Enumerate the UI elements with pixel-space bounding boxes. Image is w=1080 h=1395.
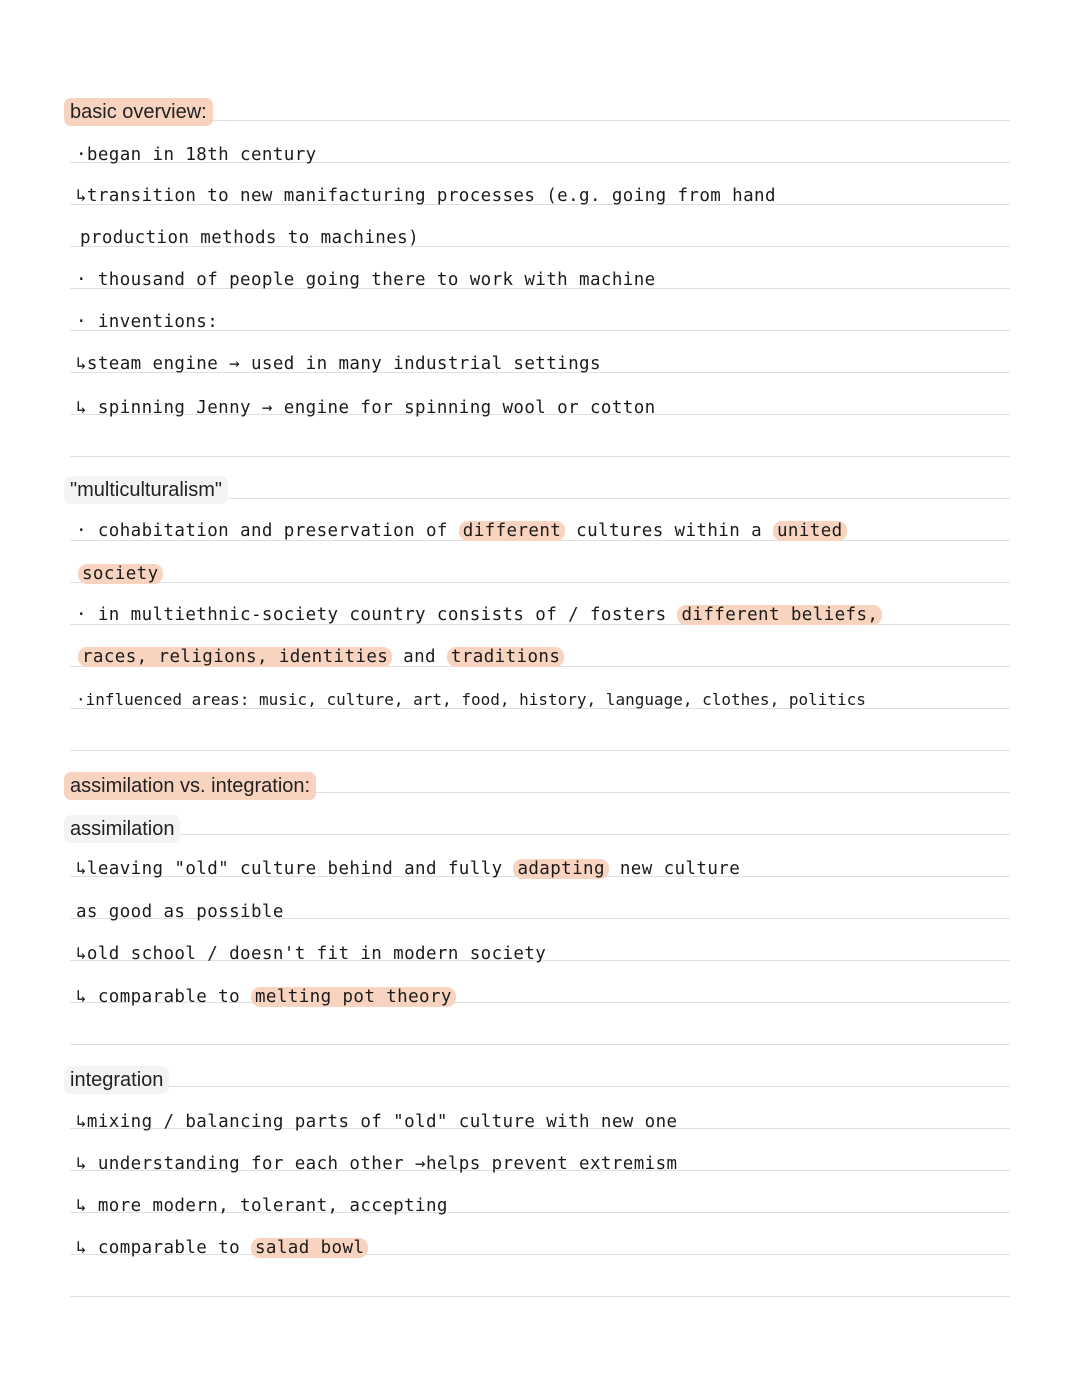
line-text: ↳leaving "old" culture behind and fully: [76, 859, 514, 879]
overview-line: · thousand of people going there to work with machine: [76, 270, 656, 290]
highlight: united: [773, 521, 847, 541]
rule-line: [70, 750, 1010, 751]
overview-line: ·began in 18th century: [76, 145, 317, 165]
multiculturalism-line: [78, 645, 564, 669]
comparison-heading: assimilation vs. integration:: [64, 772, 316, 800]
rule-line: [70, 834, 1010, 835]
assimilation-heading: assimilation: [64, 815, 180, 843]
multiculturalism-line: [78, 562, 163, 586]
multiculturalism-line: ·influenced areas: music, culture, art, food, history, language, clothes, politics: [76, 690, 866, 709]
integration-heading: integration: [64, 1066, 169, 1094]
overview-line: · inventions:: [76, 312, 219, 332]
rule-line: [70, 1296, 1010, 1297]
line-text: · cohabitation and preservation of: [76, 521, 459, 541]
assimilation-line: [76, 985, 456, 1009]
rule-line: [70, 456, 1010, 457]
line-text: ↳ comparable to: [76, 987, 251, 1007]
rule-line: [70, 1044, 1010, 1045]
highlight: adapting: [513, 859, 609, 879]
overview-line: ↳steam engine → used in many industrial settings: [76, 354, 601, 374]
integration-line: [76, 1236, 368, 1260]
highlight: salad bowl: [251, 1238, 368, 1258]
line-text: cultures within a: [565, 521, 773, 541]
multiculturalism-line: [76, 519, 847, 543]
rule-line: [70, 582, 1010, 583]
assimilation-line: as good as possible: [76, 902, 284, 922]
multiculturalism-heading: "multiculturalism": [64, 476, 228, 504]
highlight: traditions: [447, 647, 564, 667]
highlight: different beliefs,: [677, 605, 882, 625]
highlight: different: [459, 521, 565, 541]
line-text: ↳ comparable to: [76, 1238, 251, 1258]
overview-line: production methods to machines): [80, 228, 420, 248]
rule-line: [70, 1086, 1010, 1087]
overview-heading: basic overview:: [64, 98, 213, 126]
overview-line: ↳ spinning Jenny → engine for spinning wool or cotton: [76, 398, 656, 418]
integration-line: ↳ understanding for each other →helps prevent extremism: [76, 1154, 678, 1174]
highlight: society: [78, 564, 163, 584]
line-text: new culture: [608, 859, 741, 879]
assimilation-line: [76, 857, 740, 881]
overview-line: ↳transition to new manifacturing processes (e.g. going from hand: [76, 186, 776, 206]
integration-line: ↳mixing / balancing parts of "old" culture with new one: [76, 1112, 678, 1132]
highlight: melting pot theory: [251, 987, 456, 1007]
multiculturalism-line: [76, 603, 882, 627]
integration-line: ↳ more modern, tolerant, accepting: [76, 1196, 448, 1216]
assimilation-line: ↳old school / doesn't fit in modern society: [76, 944, 547, 964]
line-text: and: [392, 647, 447, 667]
highlight: races, religions, identities: [78, 647, 392, 667]
line-text: · in multiethnic-society country consists of / fosters: [76, 605, 678, 625]
